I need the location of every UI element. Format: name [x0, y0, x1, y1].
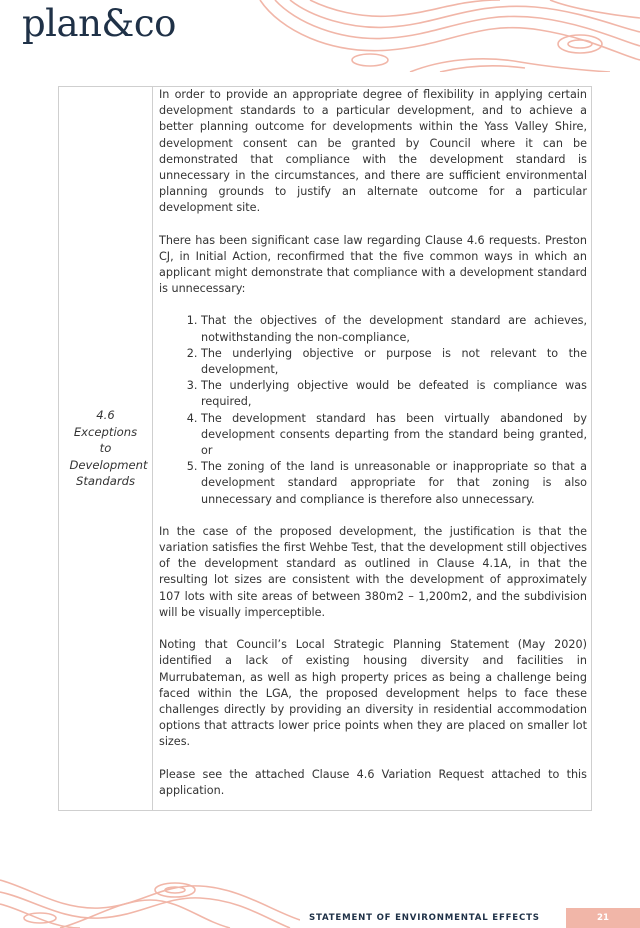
- clause-table: [58, 86, 592, 811]
- paragraph-case-law: There has been significant case law regarding Clause 4.6 requests. Preston CJ, in Initial Action, reconfirmed that the five common ways in which an applicant might demonstrate that compliance with a development standard is unnecessary:: [159, 233, 587, 296]
- list-item: 4. The development standard has been virtually abandoned by development consents departing from the standard being granted, or: [201, 411, 587, 460]
- clause-cell: [59, 87, 153, 810]
- topographic-pattern-top: [250, 0, 640, 72]
- list-item: 1. That the objectives of the development standard are achieves, notwithstanding the non-compliance,: [201, 313, 587, 345]
- clause-content: [159, 87, 587, 815]
- list-item: 3. The underlying objective would be defeated is compliance was required,: [201, 378, 587, 410]
- paragraph-intro: In order to provide an appropriate degree of flexibility in applying certain development standards to a particular development, and to achieve a better planning outcome for developments within the Yass Valley Shire, development consent can be granted by Council where it can be demonstrated that compliance with the development standard is unnecessary in the circumstances, and there are sufficient environmental planning grounds to justify an alternate outcome for a particular development site.: [159, 88, 587, 215]
- list-item: 2. The underlying objective or purpose is not relevant to the development,: [201, 346, 587, 378]
- topographic-pattern-bottom: [0, 870, 300, 928]
- footer-document-title: STATEMENT OF ENVIRONMENTAL EFFECTS: [309, 913, 540, 923]
- company-logo: plan&co: [22, 2, 176, 45]
- paragraph-attachment-note: Please see the attached Clause 4.6 Variation Request attached to this application.: [159, 767, 587, 797]
- page-number: 21: [566, 908, 640, 928]
- common-ways-list: [159, 313, 587, 507]
- paragraph-justification: In the case of the proposed development, the justification is that the variation satisfies the first Wehbe Test, that the development still objectives of the development standard as outlined in Clause 4.1A, in that the resulting lot sizes are consistent with the development of approximately 107 lots with site areas of between 380m2 – 1,200m2, and the subdivision will be visually imperceptible.: [159, 524, 587, 619]
- clause-title: Exceptions to Development Standards: [69, 424, 148, 489]
- paragraph-strategic-statement: Noting that Council’s Local Strategic Planning Statement (May 2020) identified a lack of existing housing diversity and facilities in Murrubateman, as well as high property prices as being a challenge being faced within the LGA, the proposed development helps to face these challenges directly by providing an diversity in residential accommodation options that attracts lower price points when they are placed on smaller lot sizes.: [159, 638, 587, 749]
- list-item: 5. The zoning of the land is unreasonable or inappropriate so that a development standard appropriate for that zoning is also unnecessary and compliance is therefore also unnecessary.: [201, 459, 587, 508]
- clause-label: [69, 407, 148, 490]
- clause-number: 4.6: [96, 408, 115, 423]
